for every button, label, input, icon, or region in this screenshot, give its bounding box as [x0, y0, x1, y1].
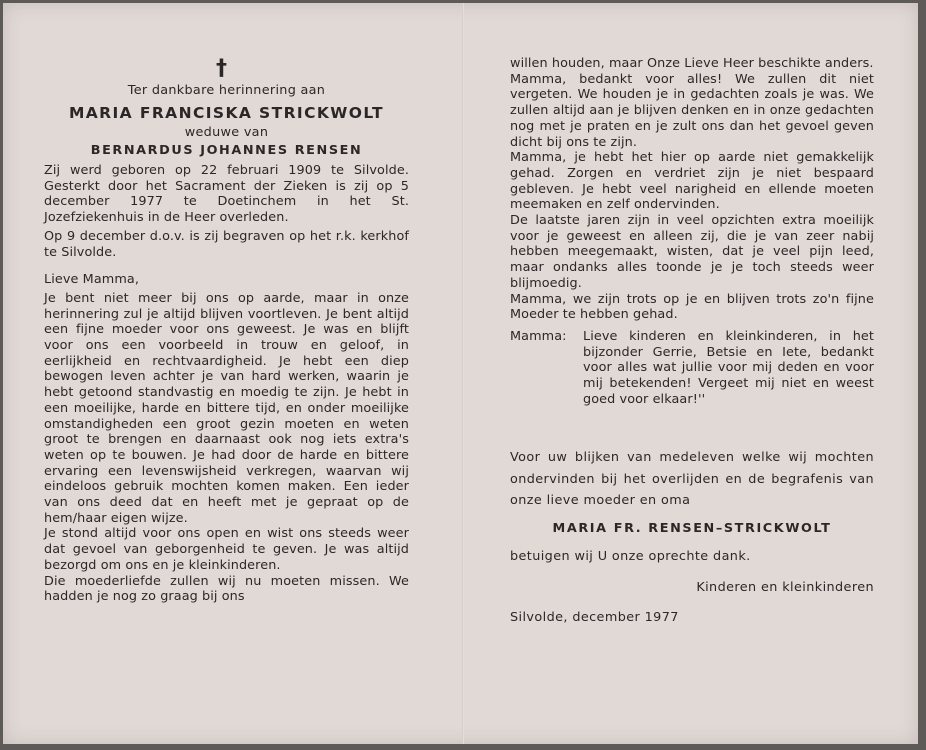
intro-text: Ter dankbare herinnering aan — [127, 83, 326, 98]
poem-block — [510, 329, 874, 408]
letter-paragraph: Mamma, je hebt het hier op aarde niet gemakkelijk gehad. Zorgen en verdriet zijn je niet bespaard gebleven. Je hebt veel narigheid en ellende moeten meemaken en zelf ondervinden. — [510, 150, 874, 213]
place-date: Silvolde, december 1977 — [510, 609, 679, 625]
left-page — [44, 56, 409, 605]
letter-paragraph: Je bent niet meer bij ons op aarde, maar in onze herinnering zul je altijd blijven voortleven. Je bent altijd een fijne moeder voor ons geweest. Je was en blijft voor ons een voorbeeld in trouw en geloof, in eerlijkheid en rechtvaardigheid. Je hebt een diep bewogen leven achter je van hard werken, waarin je hebt getoond standvastig en moedig te zijn. Je hebt in een moeilijke, harde en bittere tijd, en onder moeilijke omstandigheden een groot gezin moeten en weten groot te brengen en daarnaast ook nog iets extra's weten op te bouwen. Je had door de harde en bittere ervaring een levenswijsheid verkregen, waarvan wij eindeloos gebruik mochten komen maken. Een ieder van ons deed dat en heeft met je gepraat op de hem/haar eigen wijze. — [44, 290, 409, 526]
letter-paragraph: Je stond altijd voor ons open en wist ons steeds weer dat gevoel van geborgenheid te geven. Je was altijd bezorgd om ons en je kleinkinderen. — [44, 526, 409, 573]
husband-name: BERNARDUS JOHANNES RENSEN — [90, 143, 363, 158]
letter-paragraph: Die moederliefde zullen wij nu moeten missen. We hadden je nog zo graag bij ons — [44, 573, 409, 605]
letter-paragraph: De laatste jaren zijn in veel opzichten extra moeilijk voor je geweest en alleen zij, die je van zeer nabij hebben meegemaakt, wisten, dat je veel pijn leed, maar ondanks alles toonde je je toch steeds weer blijmoedig. — [510, 213, 874, 291]
thanks-paragraph: Voor uw blijken van medeleven welke wij mochten ondervinden bij het overlijden en de begrafenis van onze lieve moeder en oma — [510, 450, 874, 509]
greeting: Lieve Mamma, — [44, 272, 139, 288]
signature: Kinderen en kleinkinderen — [696, 580, 874, 596]
letter-paragraph: Mamma, bedankt voor alles! We zullen dit niet vergeten. We houden je in gedachten zoals je was. We zullen altijd aan je blijven denken en in onze gedachten nog met je praten en je zult ons dan het gevoel geven dicht bij ons te zijn. — [510, 71, 874, 150]
cross-icon: † — [216, 56, 227, 81]
thanks-name: MARIA FR. RENSEN–STRICKWOLT — [552, 520, 832, 536]
letter-paragraph: willen houden, maar Onze Lieve Heer beschikte anders. — [510, 56, 874, 71]
letter-paragraph: Mamma, we zijn trots op je en blijven trots zo'n fijne Moeder te hebben gehad. — [510, 291, 874, 323]
right-page — [510, 56, 874, 628]
burial-paragraph: Op 9 december d.o.v. is zij begraven op het r.k. kerkhof te Silvolde. — [44, 228, 409, 260]
widow-text: weduwe van — [184, 125, 269, 140]
poem-text: Lieve kinderen en kleinkinderen, in het bijzonder Gerrie, Betsie en Iete, bedankt voor alles wat jullie voor mij deden en voor mij betekenden! Vergeet mij niet en weest goed voor elkaar!'' — [583, 328, 874, 407]
poem-label: Mamma: — [510, 328, 567, 344]
thanks-end: betuigen wij U onze oprechte dank. — [510, 548, 751, 564]
card-fold-line — [462, 3, 464, 744]
birth-paragraph: Zij werd geboren op 22 februari 1909 te Silvolde. Gesterkt door het Sacrament der Zieken is zij op 5 december 1977 te Doetinchem in het St. Jozefziekenhuis in de Heer overleden. — [44, 163, 409, 226]
deceased-name: MARIA FRANCISKA STRICKWOLT — [68, 104, 385, 122]
